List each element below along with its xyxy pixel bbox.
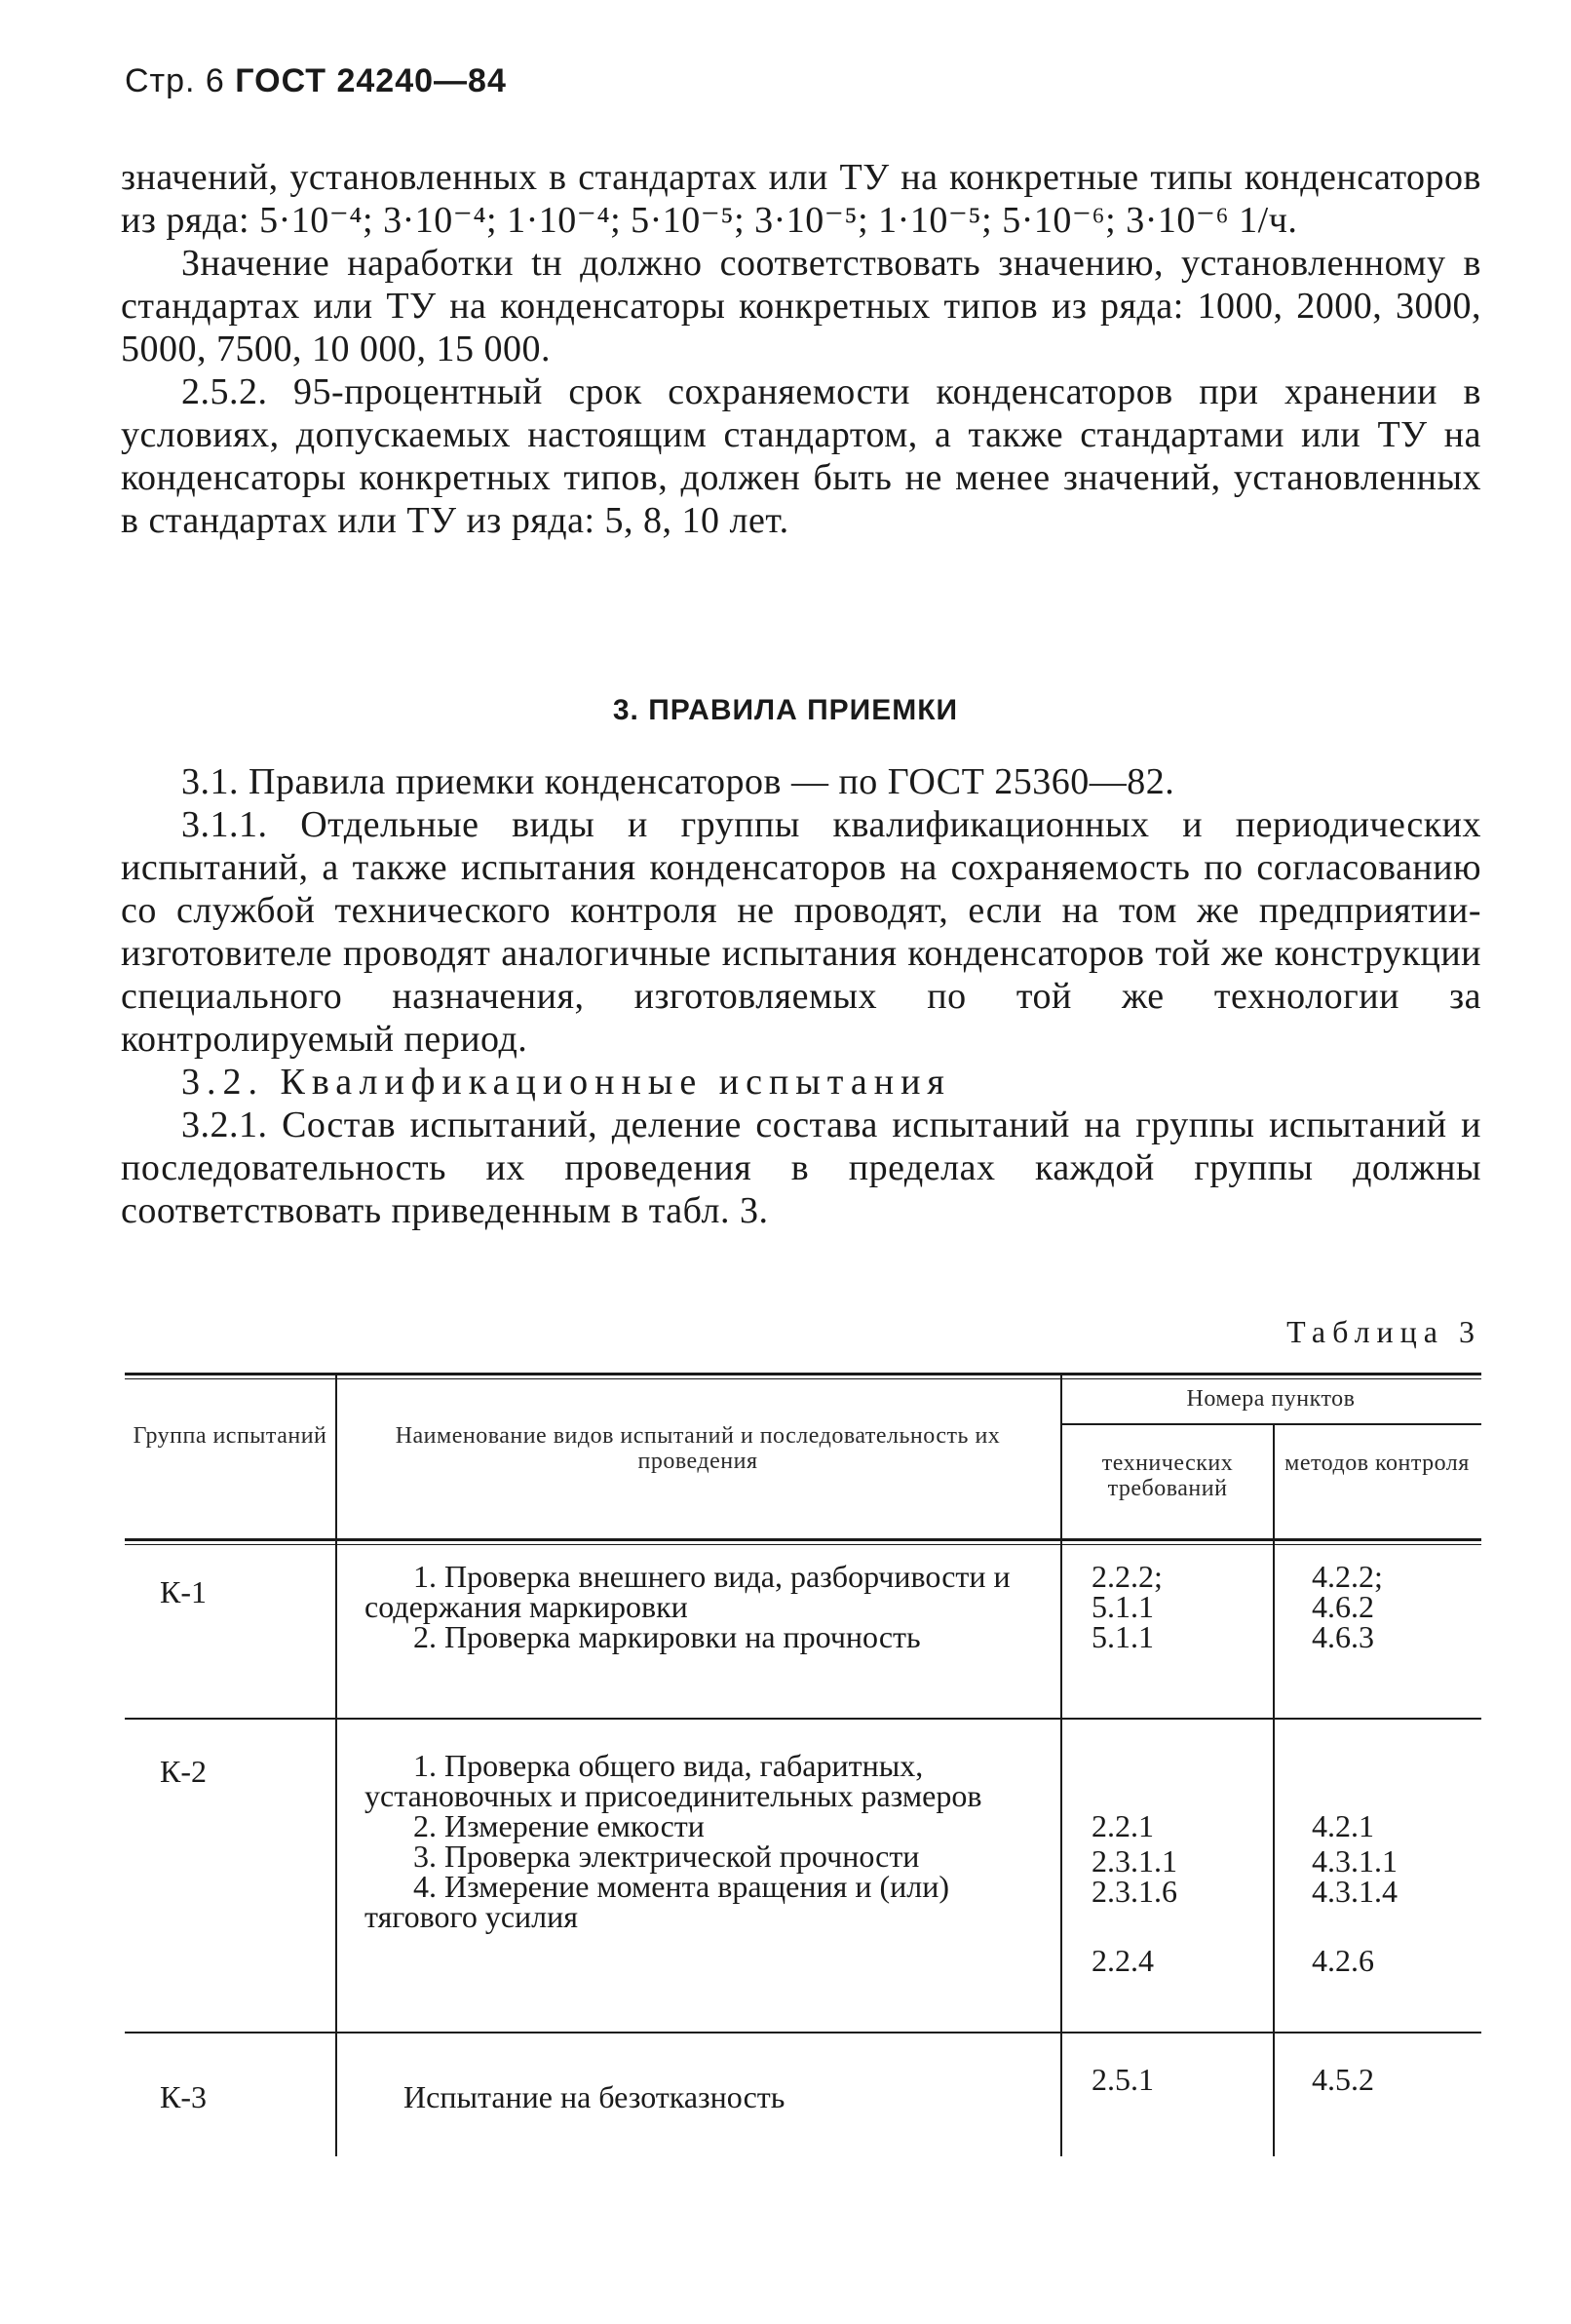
paragraph-3-2: 3.2. Квалификационные испытания: [181, 1062, 951, 1103]
header-numbers: Номера пунктов: [1186, 1386, 1356, 1412]
page-header: [125, 62, 507, 100]
paragraph-3-1-1: 3.1.1. Отдельные виды и группы квалификационных и периодических испытаний, а также испытания конденсаторов на сохраняемость по согласованию со службой технического контроля не проводят, если на том же предприятии-изготовителе проводят аналогичные испытания конденсаторов той же конструкции специального назначения, изготовляемых по той же технологии за контролируемый период.: [121, 804, 1481, 1060]
method-ref: 4.2.6: [1312, 1943, 1374, 1978]
table-caption: Таблица 3: [1286, 1314, 1481, 1349]
requirement-ref: 2.2.2;: [1092, 1559, 1163, 1594]
method-ref: 4.6.2: [1312, 1589, 1374, 1624]
table-3: [125, 1357, 1481, 2156]
header-methods: методов контроля: [1284, 1451, 1470, 1476]
row-k3-methods: [1312, 2062, 1374, 2097]
method-ref: 4.3.1.1: [1312, 1843, 1398, 1879]
paragraph-rates: значений, установленных в стандартах или ТУ на конкретные типы конденсаторов из ряда: 5·10⁻⁴; 3·10⁻⁴; 1·10⁻⁴; 5·10⁻⁵; 3·10⁻⁵; 1·10⁻⁵; 5·10⁻⁶; 3·10⁻⁶ 1/ч.: [121, 157, 1481, 241]
test-name: 2. Проверка маркировки на прочность: [413, 1619, 921, 1654]
requirement-ref: 5.1.1: [1092, 1589, 1154, 1624]
vline-2: [1060, 1375, 1062, 2156]
vline-1: [335, 1375, 337, 2156]
method-ref: 4.2.2;: [1312, 1559, 1383, 1594]
method-ref: 4.3.1.4: [1312, 1874, 1398, 1909]
test-name: Испытание на безотказность: [403, 2079, 786, 2114]
vline-3: [1273, 1423, 1275, 2156]
row-k3-requirements: [1092, 2062, 1154, 2097]
test-name: 4. Измерение момента вращения и (или) тягового усилия: [364, 1869, 949, 1934]
numbers-subheader-rule: [1060, 1423, 1481, 1425]
requirement-ref: 2.3.1.6: [1092, 1874, 1177, 1909]
section-text: [121, 760, 1481, 1232]
paragraph-3-1: 3.1. Правила приемки конденсаторов — по ГОСТ 25360—82.: [181, 761, 1175, 802]
requirement-ref: 2.5.1: [1092, 2062, 1154, 2097]
row-k2-group: К-2: [160, 1754, 207, 1789]
method-ref: 4.5.2: [1312, 2062, 1374, 2097]
row-k1-requirements: [1092, 1559, 1163, 1654]
method-ref: 4.6.3: [1312, 1619, 1374, 1654]
continuation-text: [121, 156, 1481, 542]
row-k2-requirements: [1092, 1808, 1177, 1978]
paragraph-2-5-2: 2.5.2. 95-процентный срок сохраняемости конденсаторов при хранении в условиях, допускаемых настоящим стандартом, а также стандартами или ТУ на конденсаторы конкретных типов, должен быть не менее значений, установленных в стандартах или ТУ из ряда: 5, 8, 10 лет.: [121, 371, 1481, 541]
test-name: 1. Проверка внешнего вида, разборчивости и содержания маркировки: [364, 1559, 1011, 1624]
paragraph-3-2-1: 3.2.1. Состав испытаний, деление состава испытаний на группы испытаний и последовательность их проведения в пределах каждой группы должны соответствовать приведенным в табл. 3.: [121, 1104, 1481, 1231]
test-name: 2. Измерение емкости: [413, 1808, 705, 1843]
requirement-ref: 2.2.1: [1092, 1808, 1154, 1843]
page-label: Стр. 6: [125, 62, 225, 99]
header-bottom-rule: [125, 1538, 1481, 1541]
standard-number: ГОСТ 24240—84: [235, 62, 507, 99]
requirement-ref: 2.3.1.1: [1092, 1843, 1177, 1879]
paragraph-operating-time: Значение наработки tн должно соответствовать значению, установленному в стандартах или ТУ на конденсаторы конкретных типов из ряда: 1000, 2000, 3000, 5000, 7500, 10 000, 15 000.: [121, 243, 1481, 369]
test-name: 3. Проверка электрической прочности: [413, 1839, 920, 1874]
header-requirements: технических требований: [1101, 1451, 1234, 1501]
method-ref: 4.2.1: [1312, 1808, 1374, 1843]
section-title: 3. ПРАВИЛА ПРИЕМКИ: [612, 694, 959, 726]
header-bottom-rule-thin: [125, 1544, 1481, 1545]
row-k2-names: [364, 1748, 1047, 1934]
table-top-rule-thin: [125, 1378, 1481, 1379]
row-k1-names: [364, 1559, 1047, 1654]
row-divider-2: [125, 2032, 1481, 2034]
row-k1-methods: [1312, 1559, 1383, 1654]
requirement-ref: 5.1.1: [1092, 1619, 1154, 1654]
header-group: Группа испытаний: [133, 1423, 327, 1449]
requirement-ref: 2.2.4: [1092, 1943, 1154, 1978]
row-k3-group: К-3: [160, 2079, 207, 2114]
row-divider-1: [125, 1718, 1481, 1720]
row-k3-names: [403, 2079, 1047, 2114]
row-k2-methods: [1312, 1808, 1398, 1978]
test-name: 1. Проверка общего вида, габаритных, установочных и присоединительных размеров: [364, 1748, 982, 1813]
header-name: Наименование видов испытаний и последовательность их проведения: [395, 1423, 1001, 1474]
table-top-rule: [125, 1373, 1481, 1375]
row-k1-group: К-1: [160, 1574, 207, 1609]
